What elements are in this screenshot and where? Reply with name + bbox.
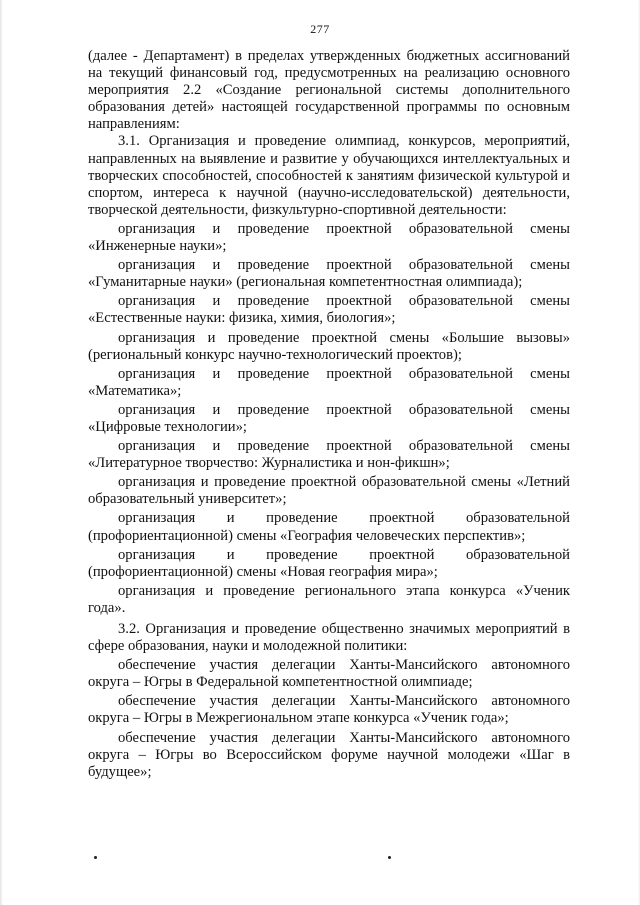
list-item: организация и проведение проектной образовательной (профориентационной) смены «География человеческих перспектив»; xyxy=(88,510,570,544)
list-item: организация и проведение проектной образовательной смены «Цифровые технологии»; xyxy=(88,401,570,435)
list-item: организация и проведение проектной образовательной смены «Естественные науки: физика, химия, биология»; xyxy=(88,293,570,327)
document-body xyxy=(88,48,570,781)
list-item: организация и проведение проектной образовательной смены «Летний образовательный университет»; xyxy=(88,474,570,508)
list-item: организация и проведение проектной образовательной (профориентационной) смены «Новая география мира»; xyxy=(88,546,570,580)
list-item: организация и проведение проектной образовательной смены «Инженерные науки»; xyxy=(88,220,570,255)
section-3-2-heading: 3.2. Организация и проведение общественно значимых мероприятий в сфере образования, науки и молодежной политики: xyxy=(88,621,570,655)
scan-speck xyxy=(94,856,97,859)
section-3-1-heading: 3.1. Организация и проведение олимпиад, конкурсов, мероприятий, направленных на выявление и развитие у обучающихся интеллектуальных и творческих способностей, способностей к занятиям физической культурой и спортом, интереса к научной (научно-исследовательской) деятельности, творческой деятельности, физкультурно-спортивной деятельности: xyxy=(88,133,570,218)
scan-speck xyxy=(388,856,391,859)
list-item: обеспечение участия делегации Ханты-Мансийского автономного округа – Югры во Всероссийском форуме научной молодежи «Шаг в будущее»; xyxy=(88,729,570,780)
list-item: организация и проведение проектной образовательной смены «Математика»; xyxy=(88,365,570,399)
list-item: обеспечение участия делегации Ханты-Мансийского автономного округа – Югры в Федеральной компетентностной олимпиаде; xyxy=(88,657,570,691)
scan-left-edge xyxy=(0,0,3,905)
list-item: организация и проведение проектной образовательной смены «Литературное творчество: Журналистика и нон-фикшн»; xyxy=(88,438,570,472)
list-item: обеспечение участия делегации Ханты-Мансийского автономного округа – Югры в Межрегиональном этапе конкурса «Ученик года»; xyxy=(88,693,570,727)
intro-paragraph: (далее - Департамент) в пределах утвержденных бюджетных ассигнований на текущий финансовый год, предусмотренных на реализацию основного мероприятия 2.2 «Создание региональной системы дополнительного образования детей» настоящей государственной программы по основным направлениям: xyxy=(88,48,570,133)
list-item: организация и проведение регионального этапа конкурса «Ученик года». xyxy=(88,582,570,616)
list-item: организация и проведение проектной смены «Большие вызовы» (региональный конкурс научно-технологический проектов); xyxy=(88,329,570,363)
list-item: организация и проведение проектной образовательной смены «Гуманитарные науки» (региональная компетентностная олимпиада); xyxy=(88,257,570,291)
page-number: 277 xyxy=(310,22,330,36)
